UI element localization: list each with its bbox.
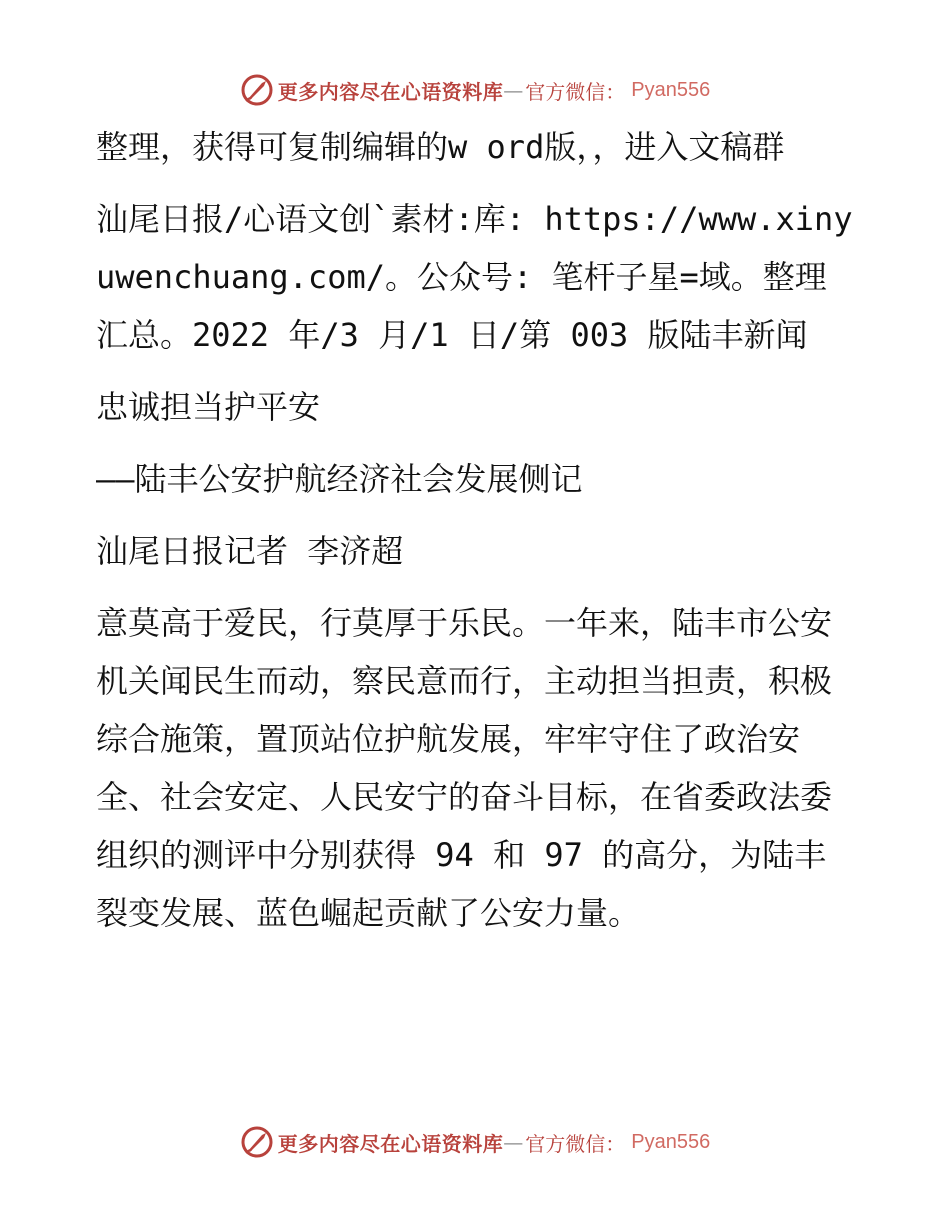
watermark-wechat-id: Pyan556 bbox=[631, 1130, 711, 1153]
quill-pen-icon bbox=[240, 73, 274, 107]
watermark-separator: — bbox=[503, 78, 524, 102]
watermark-text: 更多内容尽在心语资料库 bbox=[277, 79, 504, 104]
watermark-separator: — bbox=[503, 1130, 524, 1154]
document-body bbox=[96, 118, 856, 956]
article-title: 忠诚担当护平安 bbox=[96, 388, 321, 426]
header-watermark bbox=[0, 68, 950, 112]
article-byline: 汕尾日报记者 李济超 bbox=[96, 532, 404, 570]
paragraph-intro: 整理，获得可复制编辑的w ord版，，进入文稿群 bbox=[96, 128, 785, 166]
watermark-wechat-label: 官方微信： bbox=[525, 79, 626, 104]
paragraph-body: 意莫高于爱民，行莫厚于乐民。一年来，陆丰市公安机关闻民生而动，察民意而行，主动担当担责，积极综合施策，置顶站位护航发展，牢牢守住了政治安全、社会安定、人民安宁的奋斗目标，在省委政法委组织的测评中分别获得 94 和 97 的高分，为陆丰裂变发展、蓝色崛起贡献了公安力量。 bbox=[96, 604, 833, 932]
watermark-wechat-label: 官方微信： bbox=[525, 1131, 626, 1156]
footer-watermark bbox=[0, 1120, 950, 1164]
paragraph-source: 汕尾日报/心语文创`素材:库: https://www.xinyuwenchuang.com/。公众号: 笔杆子星=域。整理汇总。2022 年/3 月/1 日/第 003 版陆丰新闻 bbox=[96, 200, 853, 354]
article-subtitle: ——陆丰公安护航经济社会发展侧记 bbox=[96, 460, 583, 498]
watermark-text: 更多内容尽在心语资料库 bbox=[277, 1131, 504, 1156]
watermark-wechat-id: Pyan556 bbox=[631, 78, 711, 101]
quill-pen-icon bbox=[240, 1125, 274, 1159]
